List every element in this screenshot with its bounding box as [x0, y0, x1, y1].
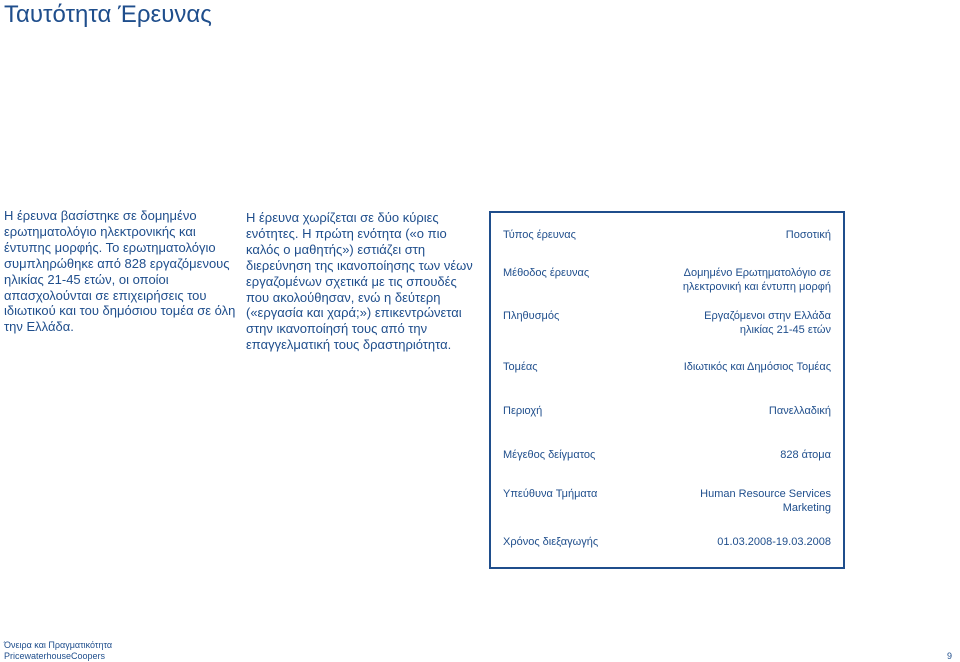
intro-paragraph-1: [4, 208, 236, 335]
table-row-value: Δομημένο Ερωτηματολόγιο σε ηλεκτρονική και έντυπη μορφή: [682, 267, 831, 293]
table-row-label: Μέθοδος έρευνας: [503, 267, 590, 279]
table-row-value: Πανελλαδική: [768, 405, 831, 417]
survey-info-table: [489, 211, 845, 569]
table-row-label: Τύπος έρευνας: [503, 229, 576, 241]
intro-paragraph-2-text: Η έρευνα χωρίζεται σε δύο κύριες ενότητες. Η πρώτη ενότητα («ο πιο καλός ο μαθητής») εστιάζει στη διερεύνηση της ικανοποίησης των νέων εργαζομένων σχετικά με τις σπουδές που ακολούθησαν, ενώ η δεύτερη («εργασία και χαρά;») επικεντρώνεται στην ικανοποίησή τους από την επαγγελματική τους δραστηριότητα.: [246, 210, 473, 353]
table-row-value: Human Resource Services Marketing: [700, 488, 831, 514]
table-row-value: Εργαζόμενοι στην Ελλάδα ηλικίας 21-45 ετών: [704, 310, 831, 336]
footer-publication: Όνειρα και Πραγματικότητα: [4, 640, 113, 650]
table-row-label: Περιοχή: [503, 405, 543, 417]
table-row-value: 828 άτομα: [780, 449, 831, 461]
table-row-label: Τομέας: [503, 361, 538, 373]
table-row-label: Χρόνος διεξαγωγής: [503, 536, 599, 548]
table-row-label: Υπεύθυνα Τμήματα: [503, 488, 598, 500]
page-title: Ταυτότητα Έρευνας: [4, 1, 212, 28]
table-row-label: Πληθυσμός: [503, 310, 560, 322]
footer-company: PricewaterhouseCoopers: [4, 651, 106, 661]
page-number: 9: [946, 651, 952, 661]
intro-paragraph-2: [246, 210, 478, 353]
table-row-value: Ποσοτική: [785, 229, 831, 241]
table-row-label: Μέγεθος δείγματος: [503, 449, 596, 461]
intro-paragraph-1-text: Η έρευνα βασίστηκε σε δομημένο ερωτηματολόγιο ηλεκτρονικής και έντυπης μορφής. Το ερωτηματολόγιο συμπληρώθηκε από 828 εργαζόμενους ηλικίας 21-45 ετών, οι οποίοι απασχολούνται σε επιχειρήσεις του ιδιωτικού και του δημόσιου τομέα σε όλη την Ελλάδα.: [4, 208, 236, 335]
table-row-value: 01.03.2008-19.03.2008: [717, 536, 831, 548]
table-row-value: Ιδιωτικός και Δημόσιος Τομέας: [683, 361, 831, 373]
